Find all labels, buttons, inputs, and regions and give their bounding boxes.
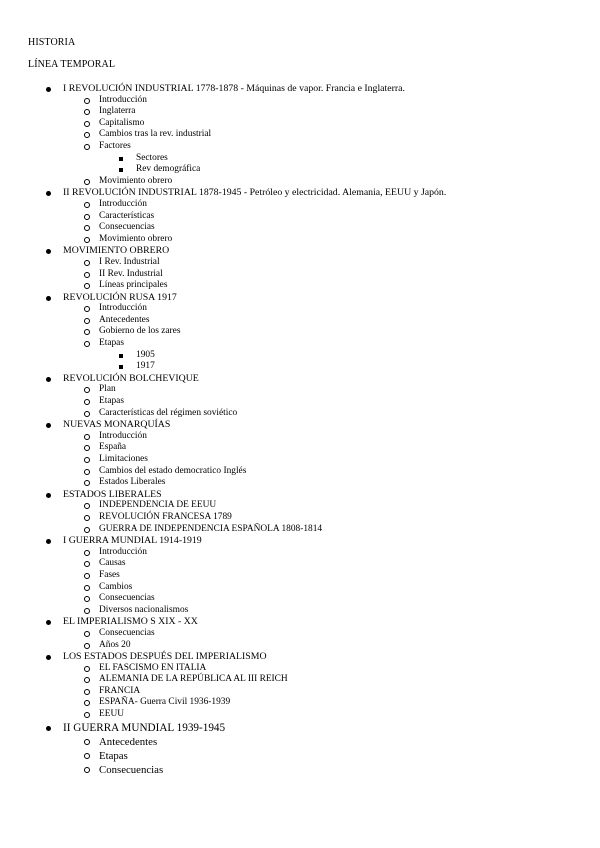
hollow-bullet-icon [84, 643, 90, 649]
subtopic-item [0, 570, 600, 582]
subtopic-label: Estados Liberales [99, 477, 166, 488]
subtopic-label: Introducción [99, 198, 147, 209]
square-bullet-icon [119, 365, 123, 369]
subtopic-item [0, 95, 600, 107]
subtopic-item [0, 303, 600, 315]
subtopic-item [0, 500, 600, 512]
hollow-bullet-icon [84, 306, 90, 312]
hollow-bullet-icon [84, 753, 90, 759]
subtopic-label: ESPAÑA- Guerra Civil 1936-1939 [99, 697, 231, 708]
topic-group [0, 187, 600, 245]
detail-label: 1917 [136, 361, 155, 372]
hollow-bullet-icon [84, 272, 90, 278]
hollow-bullet-icon [84, 503, 90, 509]
topic-label: LOS ESTADOS DESPUÉS DEL IMPERIALISMO [63, 651, 267, 663]
filled-bullet-icon [46, 655, 51, 660]
subtopic-item [0, 628, 600, 640]
subtopic-item [0, 199, 600, 211]
subtopic-item [0, 512, 600, 524]
topic-group [0, 245, 600, 291]
hollow-bullet-icon [84, 144, 90, 150]
subtopic-item [0, 477, 600, 489]
hollow-bullet-icon [84, 329, 90, 335]
subtopic-item [0, 396, 600, 408]
topic-group [0, 535, 600, 616]
hollow-bullet-icon [84, 318, 90, 324]
detail-item [0, 350, 600, 362]
hollow-bullet-icon [84, 387, 90, 393]
hollow-bullet-icon [84, 585, 90, 591]
subtopic-item [0, 106, 600, 118]
subtopic-label: España [99, 442, 127, 453]
hollow-bullet-icon [84, 98, 90, 104]
subtopic-label: Movimiento obrero [99, 175, 173, 186]
filled-bullet-icon [46, 87, 51, 92]
topic-label: ESTADOS LIBERALES [63, 488, 162, 500]
hollow-bullet-icon [84, 666, 90, 672]
subtopic-item [0, 663, 600, 675]
topic-label: REVOLUCIÓN RUSA 1917 [63, 291, 177, 303]
subtopic-item [0, 605, 600, 617]
subtopic-item [0, 338, 600, 350]
subtopic-label: Etapas [99, 338, 124, 349]
timeline-outline [0, 83, 600, 777]
detail-item [0, 361, 600, 373]
topic-group [0, 721, 600, 777]
topic-group [0, 616, 600, 651]
hollow-bullet-icon [84, 689, 90, 695]
subtopic-label: Gobierno de los zares [99, 326, 181, 337]
subtopic-label: REVOLUCIÓN FRANCESA 1789 [99, 511, 232, 522]
hollow-bullet-icon [84, 225, 90, 231]
subtopic-label: Diversos nacionalismos [99, 604, 189, 615]
topic-item [0, 187, 600, 199]
subtopic-label: Características del régimen soviético [99, 407, 238, 418]
topic-label: REVOLUCIÓN BOLCHEVIQUE [63, 372, 199, 384]
topic-group [0, 651, 600, 721]
subtopic-label: Consecuencias [99, 222, 155, 233]
subtopic-item [0, 222, 600, 234]
subtopic-label: Años 20 [99, 639, 131, 650]
subtopic-item [0, 211, 600, 223]
hollow-bullet-icon [84, 469, 90, 475]
subtopic-label: Líneas principales [99, 280, 168, 291]
subtopic-label: Consecuencias [99, 593, 155, 604]
filled-bullet-icon [46, 249, 51, 254]
hollow-bullet-icon [84, 677, 90, 683]
hollow-bullet-icon [84, 457, 90, 463]
hollow-bullet-icon [84, 260, 90, 266]
square-bullet-icon [119, 157, 123, 161]
topic-item [0, 373, 600, 385]
hollow-bullet-icon [84, 712, 90, 718]
subtopic-item [0, 234, 600, 246]
subtopic-label: Introducción [99, 94, 147, 105]
subtopic-item [0, 593, 600, 605]
detail-item [0, 153, 600, 165]
subtopic-item [0, 257, 600, 269]
topic-label: II GUERRA MUNDIAL 1939-1945 [63, 721, 226, 734]
topic-label: I GUERRA MUNDIAL 1914-1919 [63, 535, 202, 547]
hollow-bullet-icon [84, 561, 90, 567]
hollow-bullet-icon [84, 739, 90, 745]
hollow-bullet-icon [84, 121, 90, 127]
subtopic-item [0, 129, 600, 141]
hollow-bullet-icon [84, 214, 90, 220]
square-bullet-icon [119, 168, 123, 172]
detail-item [0, 164, 600, 176]
subtopic-label: EEUU [99, 709, 124, 720]
subtopic-label: Capitalismo [99, 117, 145, 128]
hollow-bullet-icon [84, 596, 90, 602]
subtopic-item [0, 582, 600, 594]
subtopic-item [0, 466, 600, 478]
subtopic-label: Movimiento obrero [99, 233, 173, 244]
topic-label: II REVOLUCIÓN INDUSTRIAL 1878-1945 - Petróleo y electricidad. Alemania, EEUU y Japón. [63, 187, 447, 199]
subtopic-label: Causas [99, 558, 126, 569]
detail-label: Rev demográfica [136, 164, 201, 175]
hollow-bullet-icon [84, 434, 90, 440]
hollow-bullet-icon [84, 283, 90, 289]
topic-label: NUEVAS MONARQUÍAS [63, 419, 171, 431]
subtopic-label: Etapas [99, 396, 124, 407]
topic-group [0, 373, 600, 419]
topic-item [0, 616, 600, 628]
subtopic-item [0, 558, 600, 570]
filled-bullet-icon [46, 296, 51, 301]
subtopic-item [0, 141, 600, 153]
subtopic-label: I Rev. Industrial [99, 256, 160, 267]
filled-bullet-icon [46, 726, 51, 731]
filled-bullet-icon [46, 620, 51, 625]
subtopic-item [0, 315, 600, 327]
subtopic-item [0, 763, 600, 777]
topic-group [0, 83, 600, 187]
subtopic-label: Fases [99, 569, 120, 580]
subtopic-item [0, 749, 600, 763]
detail-label: 1905 [136, 349, 155, 360]
hollow-bullet-icon [84, 480, 90, 486]
topic-group [0, 489, 600, 535]
subtopic-item [0, 431, 600, 443]
subtopic-label: ALEMANIA DE LA REPÚBLICA AL III REICH [99, 674, 288, 685]
hollow-bullet-icon [84, 179, 90, 185]
subtopic-item [0, 326, 600, 338]
subtopic-label: Introducción [99, 546, 147, 557]
hollow-bullet-icon [84, 700, 90, 706]
subtopic-item [0, 454, 600, 466]
hollow-bullet-icon [84, 132, 90, 138]
topic-item [0, 651, 600, 663]
hollow-bullet-icon [84, 109, 90, 115]
subtopic-label: Limitaciones [99, 454, 148, 464]
subtopic-item [0, 640, 600, 652]
subtopic-label: II Rev. Industrial [99, 268, 163, 279]
page-subtitle: LÍNEA TEMPORAL [28, 59, 116, 70]
hollow-bullet-icon [84, 202, 90, 208]
subtopic-item [0, 697, 600, 709]
subtopic-item [0, 524, 600, 536]
topic-item [0, 419, 600, 431]
hollow-bullet-icon [84, 445, 90, 451]
subtopic-label: Cambios tras la rev. industrial [99, 129, 212, 140]
subtopic-label: INDEPENDENCIA DE EEUU [99, 500, 217, 511]
hollow-bullet-icon [84, 237, 90, 243]
subtopic-label: EL FASCISMO EN ITALIA [99, 662, 207, 673]
subtopic-label: Características [99, 210, 155, 221]
subtopic-item [0, 384, 600, 396]
subtopic-label: Introducción [99, 430, 147, 441]
hollow-bullet-icon [84, 573, 90, 579]
filled-bullet-icon [46, 377, 51, 382]
hollow-bullet-icon [84, 411, 90, 417]
topic-label: EL IMPERIALISMO S XIX - XX [63, 616, 198, 628]
subtopic-label: Factores [99, 140, 131, 151]
topic-group [0, 292, 600, 373]
subtopic-item [0, 674, 600, 686]
subtopic-label: Plan [99, 384, 116, 395]
topic-group [0, 419, 600, 489]
subtopic-label: Cambios del estado democratico Inglés [99, 465, 247, 476]
filled-bullet-icon [46, 423, 51, 428]
subtopic-label: Antecedentes [99, 735, 158, 748]
topic-item [0, 83, 600, 95]
subtopic-label: Inglaterra [99, 106, 136, 117]
subtopic-label: Introducción [99, 303, 147, 314]
topic-item [0, 489, 600, 501]
subtopic-item [0, 709, 600, 721]
hollow-bullet-icon [84, 608, 90, 614]
subtopic-item [0, 442, 600, 454]
square-bullet-icon [119, 354, 123, 358]
filled-bullet-icon [46, 493, 51, 498]
page-title: HISTORIA [28, 37, 76, 48]
filled-bullet-icon [46, 539, 51, 544]
hollow-bullet-icon [84, 399, 90, 405]
subtopic-label: Consecuencias [99, 763, 164, 776]
subtopic-label: Etapas [99, 749, 128, 762]
hollow-bullet-icon [84, 341, 90, 347]
subtopic-label: Antecedentes [99, 314, 150, 325]
subtopic-label: GUERRA DE INDEPENDENCIA ESPAÑOLA 1808-1814 [99, 523, 323, 534]
topic-item [0, 721, 600, 735]
subtopic-item [0, 269, 600, 281]
subtopic-label: FRANCIA [99, 685, 141, 696]
topic-item [0, 292, 600, 304]
topic-item [0, 535, 600, 547]
hollow-bullet-icon [84, 767, 90, 773]
hollow-bullet-icon [84, 550, 90, 556]
subtopic-item [0, 735, 600, 749]
subtopic-item [0, 176, 600, 188]
topic-label: MOVIMIENTO OBRERO [63, 245, 170, 257]
subtopic-item [0, 686, 600, 698]
subtopic-item [0, 280, 600, 292]
subtopic-item [0, 408, 600, 420]
subtopic-label: Cambios [99, 581, 133, 592]
hollow-bullet-icon [84, 515, 90, 521]
detail-label: Sectores [136, 152, 168, 163]
hollow-bullet-icon [84, 527, 90, 533]
topic-item [0, 245, 600, 257]
hollow-bullet-icon [84, 631, 90, 637]
filled-bullet-icon [46, 191, 51, 196]
subtopic-item [0, 547, 600, 559]
subtopic-label: Consecuencias [99, 627, 155, 638]
topic-label: I REVOLUCIÓN INDUSTRIAL 1778-1878 - Máquinas de vapor. Francia e Inglaterra. [63, 83, 405, 94]
subtopic-item [0, 118, 600, 130]
